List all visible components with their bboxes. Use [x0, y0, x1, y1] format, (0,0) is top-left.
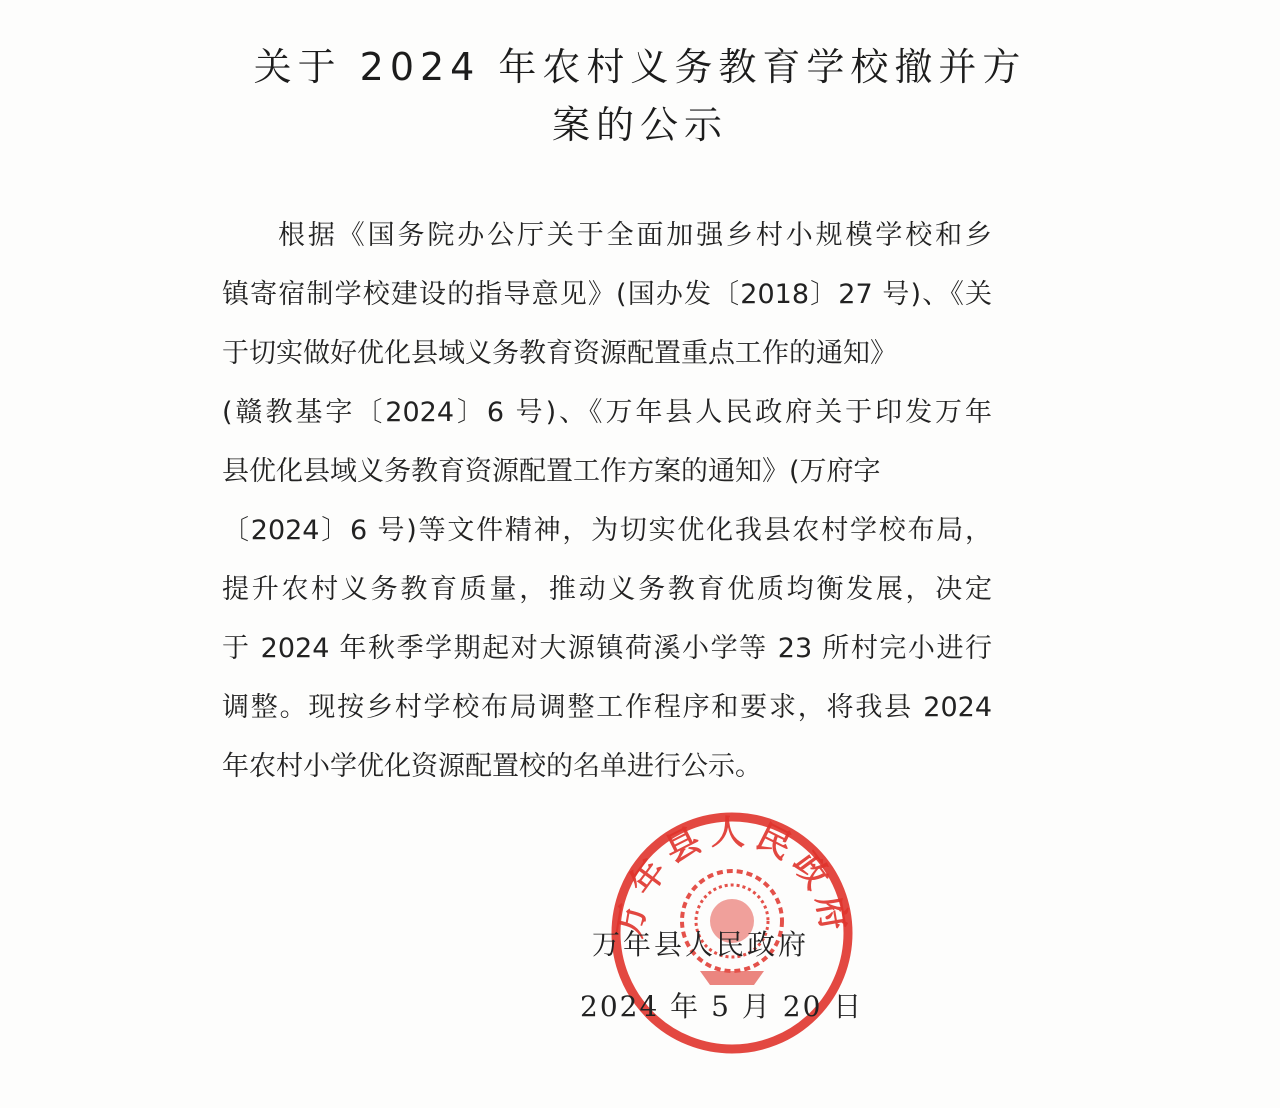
- document-body: [222, 206, 992, 796]
- body-line: (赣教基字〔2024〕6 号)、《万年县人民政府关于印发万年: [222, 397, 992, 428]
- seal-text: 万年县人民政府: [609, 813, 855, 942]
- body-line: 镇寄宿制学校建设的指导意见》(国办发〔2018〕27 号)、《关: [222, 279, 992, 310]
- body-line: 年农村小学优化资源配置校的名单进行公示。: [222, 751, 762, 782]
- document-title-line-2: 案的公示: [551, 103, 728, 147]
- date-day: 20: [782, 990, 823, 1023]
- body-line: 于切实做好优化县域义务教育资源配置重点工作的通知》: [222, 338, 897, 369]
- signing-organization: 万年县人民政府: [592, 928, 810, 961]
- body-line: 县优化县域义务教育资源配置工作方案的通知》(万府字: [222, 456, 881, 487]
- signing-date: [580, 985, 863, 1025]
- date-year: 2024: [580, 990, 660, 1023]
- date-day-unit: 日: [833, 990, 864, 1023]
- date-year-unit: 年: [670, 990, 701, 1023]
- document-title-line-1: 关于 2024 年农村义务教育学校撤并方: [253, 45, 1027, 89]
- body-line: 〔2024〕6 号)等文件精神，为切实优化我县农村学校布局，: [222, 515, 992, 546]
- body-line: 于 2024 年秋季学期起对大源镇荷溪小学等 23 所村完小进行: [222, 633, 992, 664]
- date-month-unit: 月: [741, 990, 772, 1023]
- body-line: 根据《国务院办公厅关于全面加强乡村小规模学校和乡: [278, 220, 992, 251]
- body-line: 调整。现按乡村学校布局调整工作程序和要求，将我县 2024: [222, 692, 992, 723]
- body-line: 提升农村义务教育质量，推动义务教育优质均衡发展，决定: [222, 574, 992, 605]
- date-month: 5: [711, 990, 731, 1023]
